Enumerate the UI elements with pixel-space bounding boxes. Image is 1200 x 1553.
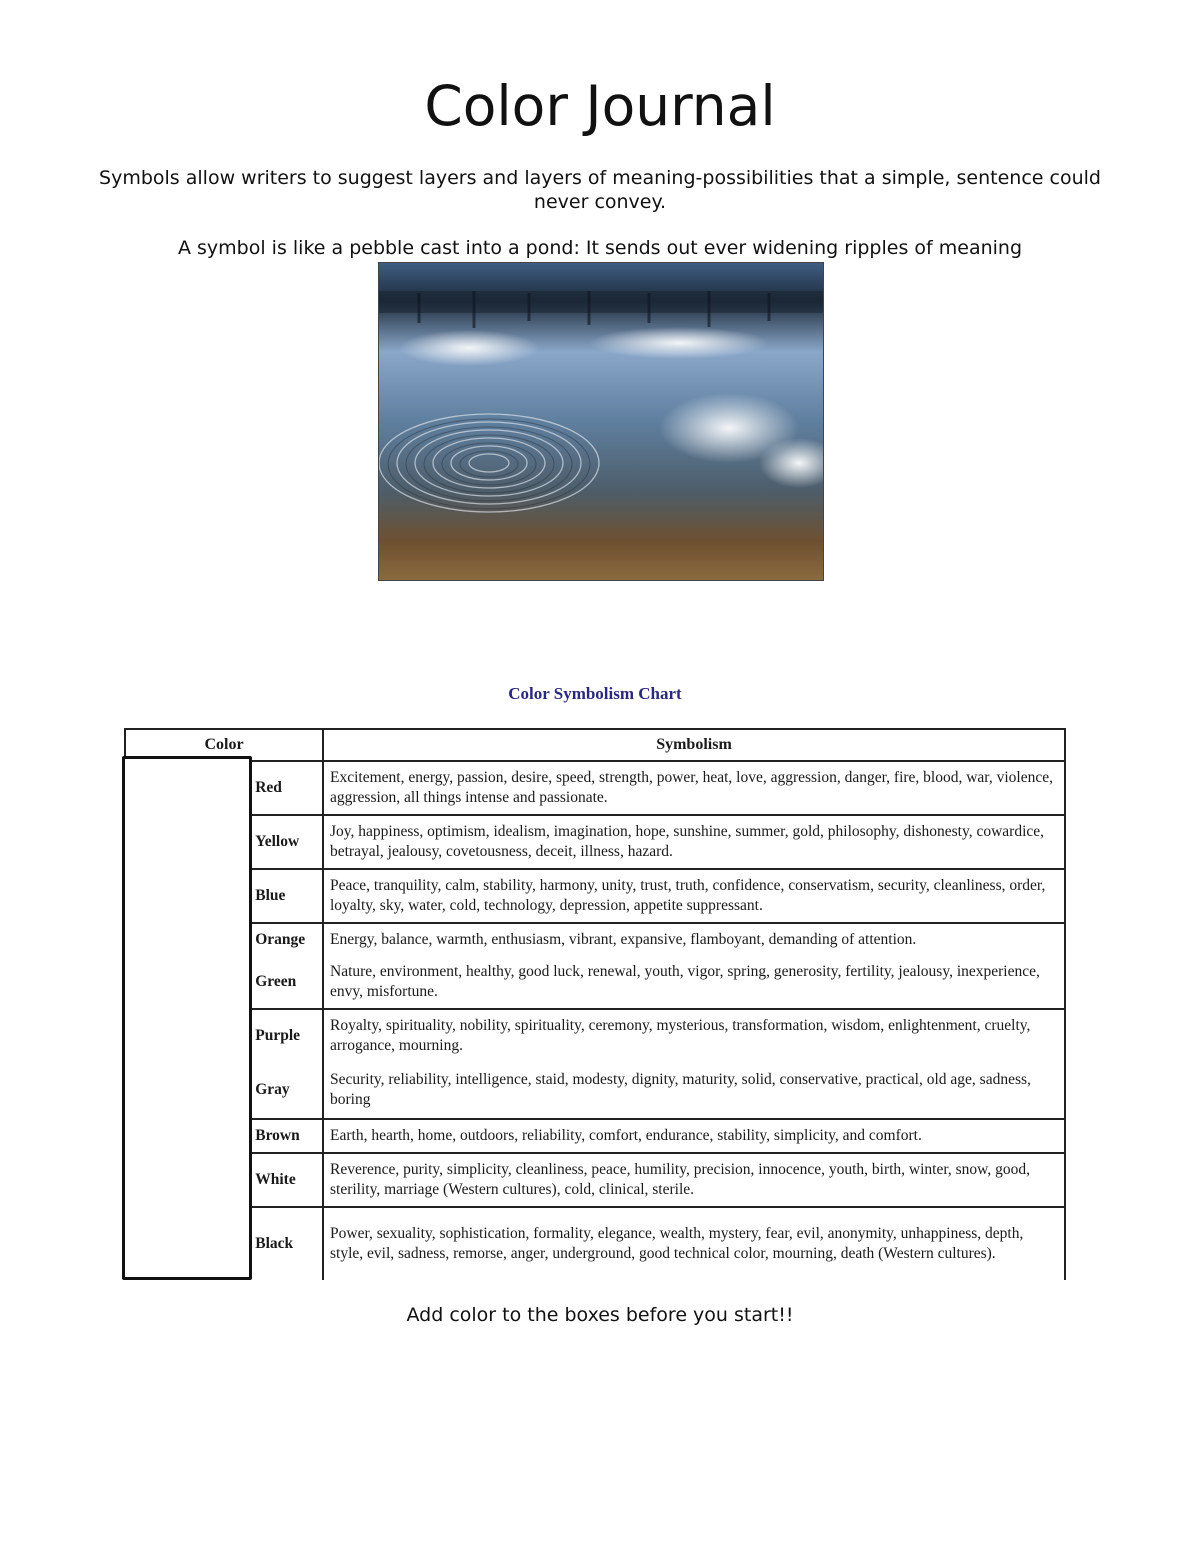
color-name: Red — [248, 761, 323, 815]
color-symbolism: Joy, happiness, optimism, idealism, imagination, hope, sunshine, summer, gold, philosophy, dishonesty, cowardice, betrayal, jealousy, covetousness, deceit, illness, hazard. — [323, 815, 1065, 869]
table-row — [125, 815, 1065, 869]
color-name: Green — [248, 956, 323, 1009]
color-symbolism: Power, sexuality, sophistication, formality, elegance, wealth, mystery, fear, evil, anonymity, unhappiness, depth, style, evil, sadness, remorse, anger, underground, good technical color, mourning, death (Western cultures). — [323, 1207, 1065, 1280]
intro-paragraph: Symbols allow writers to suggest layers and layers of meaning-possibilities that a simple, sentence could never convey. — [99, 167, 1101, 213]
table-row — [125, 1062, 1065, 1119]
chart-title: Color Symbolism Chart — [508, 684, 682, 703]
pond-ripple-image — [379, 263, 823, 580]
color-symbolism: Royalty, spirituality, nobility, spirituality, ceremony, mysterious, transformation, wisdom, enlightenment, cruelty, arrogance, mourning. — [323, 1009, 1065, 1062]
table-row — [125, 761, 1065, 815]
pond-ripple-photo — [378, 262, 824, 581]
color-symbolism-table — [124, 728, 1066, 1280]
color-symbolism: Nature, environment, healthy, good luck, renewal, youth, vigor, spring, generosity, fertility, jealousy, inexperience, envy, misfortune. — [323, 956, 1065, 1009]
table-row — [125, 1153, 1065, 1207]
color-symbolism: Excitement, energy, passion, desire, speed, strength, power, heat, love, aggression, danger, fire, blood, war, violence, aggression, all things intense and passionate. — [323, 761, 1065, 815]
color-name: Blue — [248, 869, 323, 923]
table-row — [125, 923, 1065, 956]
color-symbolism: Earth, hearth, home, outdoors, reliability, comfort, endurance, stability, simplicity, and comfort. — [323, 1119, 1065, 1153]
table-row — [125, 956, 1065, 1009]
color-name: Gray — [248, 1062, 323, 1119]
color-name: White — [248, 1153, 323, 1207]
footer-instruction: Add color to the boxes before you start!! — [406, 1304, 794, 1326]
color-symbolism: Energy, balance, warmth, enthusiasm, vibrant, expansive, flamboyant, demanding of attention. — [323, 923, 1065, 956]
color-name: Purple — [248, 1009, 323, 1062]
color-symbolism: Peace, tranquility, calm, stability, harmony, unity, trust, truth, confidence, conservatism, security, cleanliness, order, loyalty, sky, water, cold, technology, depression, appetite suppressant. — [323, 869, 1065, 923]
table-row — [125, 1119, 1065, 1153]
table-row — [125, 1009, 1065, 1062]
color-name: Orange — [248, 923, 323, 956]
color-name: Black — [248, 1207, 323, 1280]
color-name: Yellow — [248, 815, 323, 869]
table-row — [125, 869, 1065, 923]
table-header-row — [125, 729, 1065, 761]
color-symbolism: Security, reliability, intelligence, staid, modesty, dignity, maturity, solid, conservative, practical, old age, sadness, boring — [323, 1062, 1065, 1119]
blank-color-box[interactable] — [122, 756, 252, 1280]
header-color: Color — [125, 729, 323, 761]
header-symbolism: Symbolism — [323, 729, 1065, 761]
quote-paragraph: A symbol is like a pebble cast into a pond: It sends out ever widening ripples of meaning — [177, 237, 1023, 259]
table-row — [125, 1207, 1065, 1280]
color-name: Brown — [248, 1119, 323, 1153]
page-title: Color Journal — [424, 74, 776, 138]
color-symbolism: Reverence, purity, simplicity, cleanliness, peace, humility, precision, innocence, youth, birth, winter, snow, good, sterility, marriage (Western cultures), cold, clinical, sterile. — [323, 1153, 1065, 1207]
